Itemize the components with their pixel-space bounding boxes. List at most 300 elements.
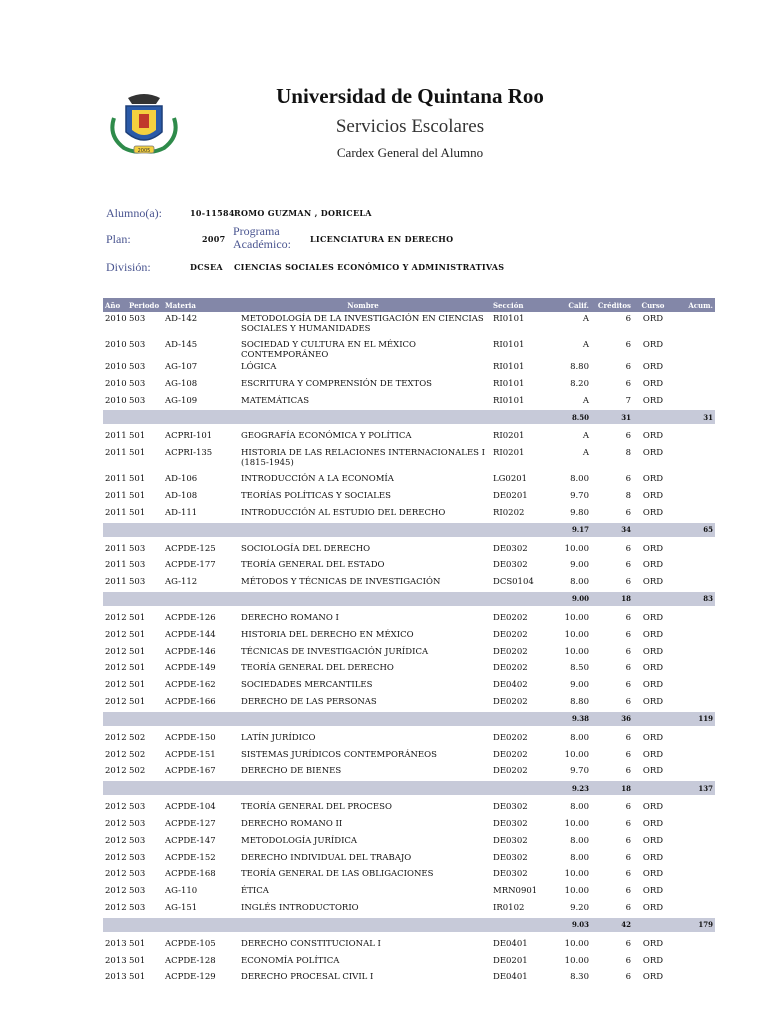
table-row (103, 954, 715, 971)
table-row (103, 731, 715, 748)
summary-blank-cell (163, 781, 235, 795)
cell-period: 503 (129, 340, 146, 350)
cell-course: ORD (642, 395, 664, 406)
plan-label: Plan: (106, 232, 131, 246)
summary-blank-cell (491, 918, 547, 932)
cell-year: 2010 (105, 378, 127, 389)
period-summary-row (103, 712, 715, 726)
cell-year: 2012 (105, 818, 127, 829)
table-row (103, 446, 715, 472)
cell-period: 502 (129, 732, 146, 743)
summary-blank-cell (633, 592, 673, 606)
cell-year: 2010 (105, 340, 127, 350)
cell-name: HISTORIA DEL DERECHO EN MÉXICO (241, 629, 414, 640)
cell-grade: 10.00 (564, 646, 589, 657)
table-row (103, 558, 715, 575)
cell-acum (673, 360, 715, 377)
cell-grade: 9.00 (570, 680, 589, 691)
cell-name: DERECHO DE BIENES (241, 766, 342, 777)
cell-name: MÉTODOS Y TÉCNICAS DE INVESTIGACIÓN (241, 577, 441, 588)
summary-blank-cell (103, 523, 127, 537)
cell-credits: 6 (625, 314, 631, 324)
cell-section: DE0202 (493, 696, 528, 707)
cell-period: 501 (129, 490, 146, 501)
cell-name: TEORÍA GENERAL DEL ESTADO (241, 560, 385, 571)
cell-name: SISTEMAS JURÍDICOS CONTEMPORÁNEOS (241, 749, 437, 760)
table-row (103, 628, 715, 645)
cell-credits: 8 (625, 490, 631, 501)
table-row (103, 472, 715, 489)
period-summary-row (103, 781, 715, 795)
cell-code: ACPDE-149 (165, 663, 216, 674)
summary-blank-cell (127, 781, 163, 795)
summary-blank-cell (163, 918, 235, 932)
cell-course: ORD (642, 474, 664, 485)
cell-credits: 6 (625, 378, 631, 389)
cell-course: ORD (642, 680, 664, 691)
table-row (103, 867, 715, 884)
summary-average: 9.17 (547, 523, 591, 537)
summary-blank-cell (163, 592, 235, 606)
cell-acum (673, 429, 715, 446)
summary-blank-cell (633, 523, 673, 537)
summary-blank-cell (103, 918, 127, 932)
cell-period: 501 (129, 680, 146, 691)
table-header-row (103, 298, 715, 312)
cell-period: 503 (129, 802, 146, 813)
summary-credits: 42 (591, 918, 633, 932)
cell-course: ORD (642, 507, 664, 518)
cell-grade: 8.50 (570, 663, 589, 674)
cell-acum (673, 377, 715, 394)
cell-course: ORD (642, 835, 664, 846)
cell-credits: 6 (625, 955, 631, 966)
cell-acum (673, 628, 715, 645)
cell-name: ECONOMÍA POLÍTICA (241, 955, 340, 966)
cell-course: ORD (642, 362, 664, 372)
cell-name: DERECHO ROMANO I (241, 612, 339, 623)
cell-course: ORD (642, 431, 664, 442)
table-row (103, 884, 715, 901)
cell-code: AG-151 (165, 902, 198, 913)
cell-code: ACPDE-126 (165, 612, 216, 623)
cell-grade: 9.70 (570, 490, 589, 501)
cell-year: 2012 (105, 646, 127, 657)
grades-body (103, 312, 715, 987)
cell-credits: 6 (625, 663, 631, 674)
summary-credits: 18 (591, 592, 633, 606)
cell-code: ACPDE-128 (165, 955, 216, 966)
cell-grade: A (582, 448, 589, 459)
cell-code: AD-145 (165, 340, 198, 350)
cell-year: 2011 (105, 507, 127, 518)
cell-period: 503 (129, 818, 146, 829)
cell-period: 501 (129, 612, 146, 623)
cell-code: ACPDE-152 (165, 852, 216, 863)
cell-code: AG-108 (165, 378, 198, 389)
cell-section: IR0102 (493, 902, 525, 913)
cell-code: ACPDE-127 (165, 818, 216, 829)
summary-blank-cell (633, 712, 673, 726)
cell-period: 503 (129, 869, 146, 880)
table-row (103, 678, 715, 695)
cell-grade: 8.30 (570, 972, 589, 983)
cell-section: DE0202 (493, 766, 528, 777)
cell-code: AD-111 (165, 507, 198, 518)
cell-code: AD-108 (165, 490, 198, 501)
cell-course: ORD (642, 818, 664, 829)
summary-blank-cell (127, 592, 163, 606)
cell-year: 2012 (105, 612, 127, 623)
cell-period: 503 (129, 362, 146, 372)
cell-period: 501 (129, 629, 146, 640)
cell-name: TEORÍA GENERAL DEL DERECHO (241, 663, 394, 674)
col-period: Periodo (127, 298, 163, 312)
summary-blank-cell (127, 712, 163, 726)
cell-code: ACPDE-104 (165, 802, 216, 813)
cell-code: ACPDE-144 (165, 629, 216, 640)
cell-credits: 6 (625, 869, 631, 880)
cell-year: 2013 (105, 972, 127, 983)
cell-code: ACPDE-129 (165, 972, 216, 983)
cell-credits: 6 (625, 818, 631, 829)
summary-blank-cell (103, 410, 127, 424)
cell-year: 2013 (105, 938, 127, 949)
logo-year-text: 2005 (137, 148, 151, 154)
cell-course: ORD (642, 378, 664, 389)
cell-period: 501 (129, 955, 146, 966)
cell-code: ACPDE-166 (165, 696, 216, 707)
cell-credits: 6 (625, 612, 631, 623)
cell-name: INTRODUCCIÓN AL ESTUDIO DEL DERECHO (241, 507, 446, 518)
cell-name: TEORÍAS POLÍTICAS Y SOCIALES (241, 490, 391, 501)
cell-name: ESCRITURA Y COMPRENSIÓN DE TEXTOS (241, 378, 433, 389)
table-row (103, 764, 715, 781)
programa-label: Programa Académico: (233, 224, 291, 251)
summary-acum: 119 (673, 712, 715, 726)
summary-blank-cell (127, 410, 163, 424)
cell-acum (673, 954, 715, 971)
cell-period: 502 (129, 766, 146, 777)
cell-code: ACPDE-105 (165, 938, 216, 949)
cell-grade: 8.80 (570, 362, 589, 372)
cell-credits: 6 (625, 766, 631, 777)
cell-credits: 6 (625, 340, 631, 350)
summary-blank-cell (127, 918, 163, 932)
cell-name: LATÍN JURÍDICO (241, 732, 316, 743)
col-section: Sección (491, 298, 547, 312)
cell-acum (673, 558, 715, 575)
cell-grade: 9.70 (570, 766, 589, 777)
cell-year: 2011 (105, 560, 127, 571)
summary-blank-cell (103, 712, 127, 726)
cell-grade: A (582, 340, 589, 350)
cell-credits: 6 (625, 431, 631, 442)
summary-acum: 179 (673, 918, 715, 932)
cell-section: DE0302 (493, 818, 528, 829)
cell-credits: 6 (625, 902, 631, 913)
table-row (103, 394, 715, 411)
cell-course: ORD (642, 902, 664, 913)
cell-year: 2011 (105, 448, 127, 459)
cell-code: AG-112 (165, 577, 198, 588)
cell-section: DCS0104 (493, 577, 534, 588)
cell-acum (673, 764, 715, 781)
cell-section: DE0202 (493, 663, 528, 674)
summary-blank-cell (491, 781, 547, 795)
cell-section: DE0302 (493, 802, 528, 813)
cell-acum (673, 472, 715, 489)
table-row (103, 575, 715, 592)
cell-credits: 6 (625, 802, 631, 813)
cell-acum (673, 542, 715, 559)
period-summary-row (103, 918, 715, 932)
col-name: Nombre (235, 298, 491, 312)
cell-section: DE0202 (493, 629, 528, 640)
cell-credits: 6 (625, 577, 631, 588)
cell-year: 2010 (105, 362, 127, 372)
cell-credits: 6 (625, 749, 631, 760)
summary-blank-cell (633, 918, 673, 932)
cell-year: 2012 (105, 766, 127, 777)
cell-name: DERECHO PROCESAL CIVIL I (241, 972, 374, 983)
alumno-name: ROMO GUZMAN , DORICELA (234, 208, 372, 218)
cell-name: METODOLOGÍA DE LA INVESTIGACIÓN EN CIENCIAS SOCIALES Y HUMANIDADES (241, 314, 484, 334)
cell-credits: 6 (625, 646, 631, 657)
cell-grade: A (582, 395, 589, 406)
summary-blank-cell (633, 410, 673, 424)
cell-year: 2012 (105, 732, 127, 743)
cell-section: DE0302 (493, 852, 528, 863)
cell-name: SOCIOLOGÍA DEL DERECHO (241, 543, 371, 554)
cell-credits: 6 (625, 852, 631, 863)
cell-credits: 6 (625, 560, 631, 571)
col-course: Curso (633, 298, 673, 312)
cell-acum (673, 970, 715, 987)
cell-grade: 10.00 (564, 749, 589, 760)
cell-code: ACPRI-101 (165, 431, 213, 442)
cell-credits: 6 (625, 972, 631, 983)
cell-acum (673, 834, 715, 851)
cell-section: RI0101 (493, 362, 525, 372)
cell-name: DERECHO CONSTITUCIONAL I (241, 938, 381, 949)
cell-code: AD-142 (165, 314, 198, 324)
cell-grade: 9.80 (570, 507, 589, 518)
summary-average: 9.03 (547, 918, 591, 932)
grades-table (103, 298, 715, 987)
cell-year: 2010 (105, 395, 127, 406)
cell-acum (673, 748, 715, 765)
cell-credits: 6 (625, 474, 631, 485)
cell-grade: 10.00 (564, 938, 589, 949)
cell-name: DERECHO DE LAS PERSONAS (241, 696, 377, 707)
cell-credits: 6 (625, 696, 631, 707)
summary-blank-cell (103, 781, 127, 795)
cell-acum (673, 611, 715, 628)
cell-course: ORD (642, 490, 664, 501)
cell-code: ACPDE-151 (165, 749, 216, 760)
cell-code: ACPDE-168 (165, 869, 216, 880)
cell-period: 501 (129, 431, 146, 442)
cell-course: ORD (642, 646, 664, 657)
cell-name: INTRODUCCIÓN A LA ECONOMÍA (241, 474, 394, 485)
period-summary-row (103, 410, 715, 424)
cell-grade: 8.00 (570, 835, 589, 846)
cell-credits: 6 (625, 732, 631, 743)
summary-blank-cell (235, 781, 491, 795)
alumno-id: 10-11584 (190, 208, 235, 218)
table-row (103, 360, 715, 377)
cell-period: 503 (129, 886, 146, 897)
summary-credits: 36 (591, 712, 633, 726)
cell-course: ORD (642, 766, 664, 777)
cell-acum (673, 817, 715, 834)
col-year: Año (103, 298, 127, 312)
cell-name: SOCIEDAD Y CULTURA EN EL MÉXICO CONTEMPORÁNEO (241, 340, 417, 360)
cell-course: ORD (642, 314, 664, 324)
cell-acum (673, 575, 715, 592)
university-seal-logo (106, 88, 182, 158)
table-row (103, 661, 715, 678)
cell-code: ACPDE-177 (165, 560, 216, 571)
table-row (103, 489, 715, 506)
cell-year: 2012 (105, 835, 127, 846)
cell-acum (673, 394, 715, 411)
summary-blank-cell (491, 523, 547, 537)
period-summary-row (103, 523, 715, 537)
cell-code: ACPDE-146 (165, 646, 216, 657)
cell-period: 501 (129, 507, 146, 518)
cell-period: 503 (129, 395, 146, 406)
table-row (103, 817, 715, 834)
cell-course: ORD (642, 869, 664, 880)
cell-course: ORD (642, 938, 664, 949)
table-row (103, 901, 715, 918)
cell-grade: 8.20 (570, 378, 589, 389)
cell-period: 503 (129, 314, 146, 324)
cell-credits: 6 (625, 680, 631, 691)
cell-credits: 6 (625, 629, 631, 640)
cell-grade: 10.00 (564, 955, 589, 966)
table-row (103, 851, 715, 868)
cell-name: TEORÍA GENERAL DE LAS OBLIGACIONES (241, 869, 434, 880)
cell-acum (673, 695, 715, 712)
period-summary-row (103, 592, 715, 606)
table-row (103, 645, 715, 662)
col-credits: Créditos (591, 298, 633, 312)
summary-blank-cell (235, 523, 491, 537)
cell-section: DE0401 (493, 972, 528, 983)
cell-year: 2011 (105, 543, 127, 554)
cell-section: RI0201 (493, 431, 525, 442)
cell-year: 2012 (105, 663, 127, 674)
cell-course: ORD (642, 955, 664, 966)
cell-credits: 8 (625, 448, 631, 459)
cell-period: 503 (129, 577, 146, 588)
summary-acum: 31 (673, 410, 715, 424)
cell-name: TEORÍA GENERAL DEL PROCESO (241, 802, 392, 813)
cell-grade: 10.00 (564, 543, 589, 554)
cell-section: DE0202 (493, 749, 528, 760)
cell-grade: A (582, 431, 589, 442)
cell-year: 2012 (105, 629, 127, 640)
table-row (103, 377, 715, 394)
cell-section: DE0201 (493, 955, 528, 966)
cell-section: RI0101 (493, 340, 525, 350)
cell-section: RI0101 (493, 378, 525, 389)
cell-section: DE0202 (493, 612, 528, 623)
cell-course: ORD (642, 696, 664, 707)
cell-section: RI0201 (493, 448, 525, 459)
summary-acum: 83 (673, 592, 715, 606)
cell-grade: 9.20 (570, 902, 589, 913)
table-row (103, 800, 715, 817)
cell-year: 2012 (105, 852, 127, 863)
cell-section: RI0101 (493, 395, 525, 406)
table-row (103, 748, 715, 765)
table-row (103, 506, 715, 523)
cell-year: 2012 (105, 902, 127, 913)
summary-blank-cell (163, 410, 235, 424)
cell-code: ACPDE-150 (165, 732, 216, 743)
cell-acum (673, 731, 715, 748)
col-acum: Acum. (673, 298, 715, 312)
cell-acum (673, 446, 715, 472)
cell-year: 2012 (105, 696, 127, 707)
summary-average: 9.38 (547, 712, 591, 726)
cell-grade: 9.00 (570, 560, 589, 571)
cell-name: ÉTICA (241, 886, 269, 897)
cell-period: 503 (129, 543, 146, 554)
cell-section: RI0101 (493, 314, 525, 324)
cell-year: 2012 (105, 869, 127, 880)
cell-credits: 6 (625, 543, 631, 554)
alumno-label: Alumno(a): (106, 206, 162, 220)
cell-name: SOCIEDADES MERCANTILES (241, 680, 373, 691)
cell-code: AD-106 (165, 474, 198, 485)
university-name: Universidad de Quintana Roo (276, 84, 544, 108)
cell-grade: 8.00 (570, 474, 589, 485)
cell-year: 2011 (105, 474, 127, 485)
cell-grade: 10.00 (564, 869, 589, 880)
cell-period: 501 (129, 938, 146, 949)
cell-year: 2013 (105, 955, 127, 966)
cell-credits: 7 (625, 395, 631, 406)
cell-grade: 10.00 (564, 612, 589, 623)
cell-grade: 8.00 (570, 802, 589, 813)
cell-grade: 10.00 (564, 629, 589, 640)
summary-credits: 31 (591, 410, 633, 424)
cell-period: 503 (129, 560, 146, 571)
cell-name: LÓGICA (241, 362, 277, 372)
table-row (103, 312, 715, 338)
cell-name: INGLÉS INTRODUCTORIO (241, 902, 359, 913)
cell-period: 503 (129, 852, 146, 863)
cell-period: 501 (129, 972, 146, 983)
cell-grade: 8.00 (570, 852, 589, 863)
summary-acum: 65 (673, 523, 715, 537)
cell-year: 2011 (105, 577, 127, 588)
cell-period: 501 (129, 448, 146, 459)
cell-credits: 6 (625, 835, 631, 846)
division-name: CIENCIAS SOCIALES ECONÓMICO Y ADMINISTRATIVAS (234, 262, 505, 272)
cell-credits: 6 (625, 507, 631, 518)
table-row (103, 970, 715, 987)
summary-blank-cell (127, 523, 163, 537)
cell-course: ORD (642, 340, 664, 350)
cell-acum (673, 937, 715, 954)
cell-period: 501 (129, 474, 146, 485)
